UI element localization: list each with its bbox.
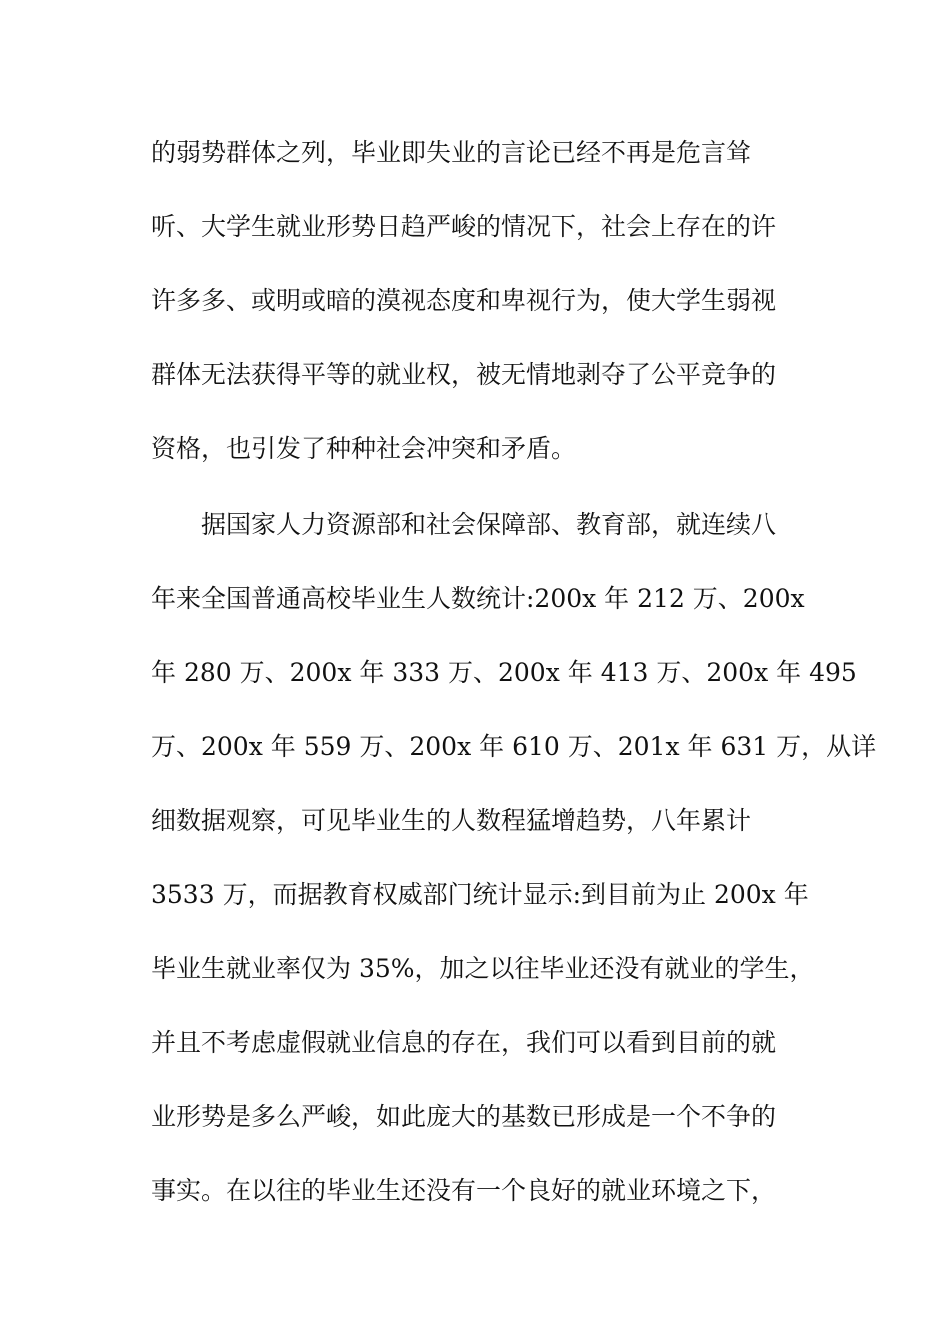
paragraph-1-line-1: 的弱势群体之列，毕业即失业的言论已经不再是危言耸 (151, 138, 752, 167)
paragraph-1-line-2: 听、大学生就业形势日趋严峻的情况下，社会上存在的许 (151, 212, 777, 241)
paragraph-1-line-5: 资格，也引发了种种社会冲突和矛盾。 (151, 434, 577, 463)
paragraph-2-line-6: 3533 万，而据教育权威部门统计显示:到目前为止 200x 年 (151, 880, 809, 909)
paragraph-2-line-5: 细数据观察，可见毕业生的人数程猛增趋势，八年累计 (151, 806, 752, 835)
paragraph-2-line-8: 并且不考虑虚假就业信息的存在，我们可以看到目前的就 (151, 1028, 777, 1057)
paragraph-1-line-3: 许多多、或明或暗的漠视态度和卑视行为，使大学生弱视 (151, 286, 777, 315)
paragraph-1-line-4: 群体无法获得平等的就业权，被无情地剥夺了公平竞争的 (151, 360, 777, 389)
paragraph-2-line-7: 毕业生就业率仅为 35%，加之以往毕业还没有就业的学生， (151, 954, 815, 983)
paragraph-2-line-2: 年来全国普通高校毕业生人数统计:200x 年 212 万、200x (151, 584, 805, 613)
paragraph-2-line-1: 据国家人力资源部和社会保障部、教育部，就连续八 (201, 510, 777, 539)
paragraph-2-line-10: 事实。在以往的毕业生还没有一个良好的就业环境之下， (151, 1176, 777, 1205)
paragraph-2-line-9: 业形势是多么严峻，如此庞大的基数已形成是一个不争的 (151, 1102, 777, 1131)
paragraph-2-line-4: 万、200x 年 559 万、200x 年 610 万、201x 年 631 万，从详 (151, 732, 877, 761)
paragraph-2-line-3: 年 280 万、200x 年 333 万、200x 年 413 万、200x 年 495 (151, 658, 857, 687)
